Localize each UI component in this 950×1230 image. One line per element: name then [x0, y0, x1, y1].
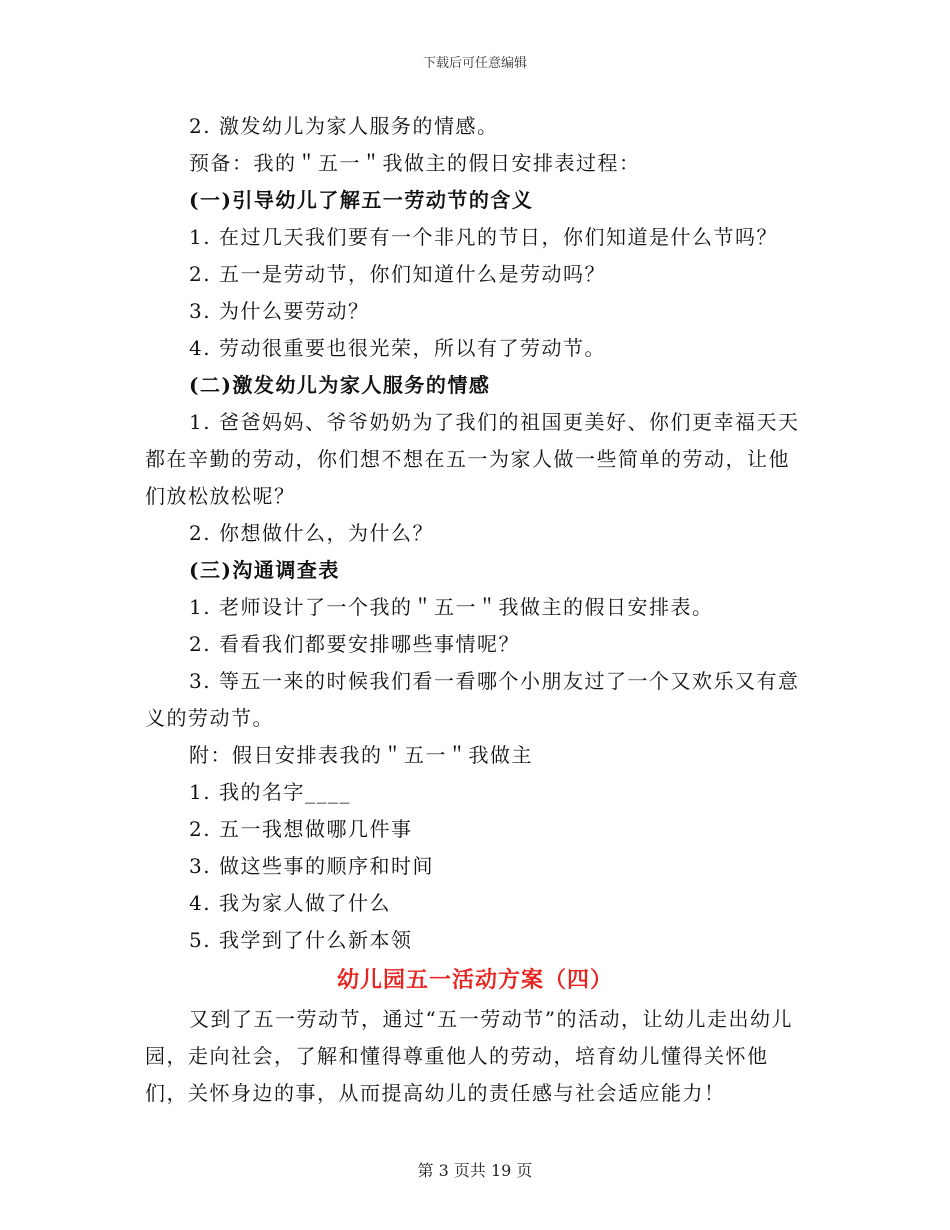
header-note: 下载后可任意编辑	[422, 56, 527, 71]
body-line: 3. 做这些事的顺序和时间	[189, 854, 434, 878]
section-paragraph: 又到了五一劳动节，通过“五一劳动节”的活动，让幼儿走出幼儿园，走向社会，了解和懂得尊重他人的劳动，培育幼儿懂得关怀他们，关怀身边的事，从而提高幼儿的责任感与社会适应能力！	[145, 1007, 793, 1105]
document-body	[145, 108, 805, 1112]
body-line: 2. 你想做什么，为什么？	[189, 521, 434, 545]
body-line: 预备：我的＂五一＂我做主的假日安排表过程：	[189, 151, 641, 175]
body-line: 2. 激发幼儿为家人服务的情感。	[189, 114, 499, 138]
body-line: 2. 五一是劳动节，你们知道什么是劳动吗？	[189, 262, 606, 286]
body-line: 2. 五一我想做哪几件事	[189, 817, 413, 841]
section-heading: (二)激发幼儿为家人服务的情感	[189, 373, 491, 397]
body-line: 2. 看看我们都要安排哪些事情呢？	[189, 632, 520, 656]
lines-container	[145, 108, 805, 959]
body-line: 4. 我为家人做了什么	[189, 891, 391, 915]
section-heading: (三)沟通调查表	[189, 558, 340, 582]
body-line: 附：假日安排表我的＂五一＂我做主	[189, 743, 533, 767]
body-line: 3. 等五一来的时候我们看一看哪个小朋友过了一个又欢乐又有意义的劳动节。	[145, 669, 800, 730]
section-heading: (一)引导幼儿了解五一劳动节的含义	[189, 188, 534, 212]
body-line: 1. 爸爸妈妈、爷爷奶奶为了我们的祖国更美好、你们更幸福天天都在辛勤的劳动，你们想不想在五一为家人做一些简单的劳动，让他们放松放松呢？	[145, 410, 800, 508]
body-line: 3. 为什么要劳动？	[189, 299, 370, 323]
body-line: 5. 我学到了什么新本领	[189, 928, 413, 952]
body-line: 1. 在过几天我们要有一个非凡的节日，你们知道是什么节吗？	[189, 225, 778, 249]
body-line: 4. 劳动很重要也很光荣，所以有了劳动节。	[189, 336, 606, 360]
page-footer: 第 3 页共 19 页	[417, 1161, 533, 1180]
section-title: 幼儿园五一活动方案（四）	[336, 967, 613, 993]
body-line: 1. 我的名字____	[189, 780, 351, 804]
body-line: 1. 老师设计了一个我的＂五一＂我做主的假日安排表。	[189, 595, 714, 619]
